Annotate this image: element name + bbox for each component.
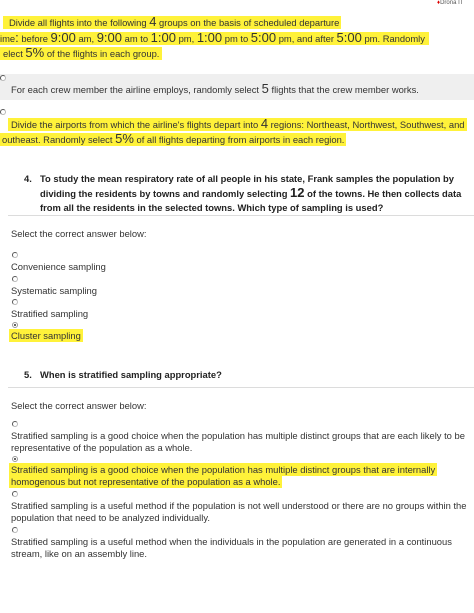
q4-option-2-label[interactable]: Systematic sampling bbox=[11, 285, 97, 296]
q4-option-1-radio[interactable] bbox=[12, 252, 18, 258]
q5-option-2-radio[interactable] bbox=[12, 456, 18, 462]
option-c-radio[interactable] bbox=[0, 109, 6, 115]
option-a-line3[interactable]: elect 5% of the flights in each group. bbox=[0, 46, 162, 59]
q5-option-3-radio[interactable] bbox=[12, 491, 18, 497]
q4-option-3-radio[interactable] bbox=[12, 299, 18, 305]
question-5-divider bbox=[8, 387, 474, 388]
option-c-line2[interactable]: outheast. Randomly select 5% of all flights departing from airports in each region. bbox=[2, 131, 345, 146]
question-5-title: 5. When is stratified sampling appropriate? bbox=[24, 369, 222, 380]
q5-option-1-label[interactable]: Stratified sampling is a good choice when the population has multiple distinct groups that are each likely to be representative of the population as a whole. bbox=[11, 430, 465, 453]
question-4-divider bbox=[8, 215, 474, 216]
q4-option-1-label[interactable]: Convenience sampling bbox=[11, 261, 106, 272]
option-c-line1[interactable]: Divide the airports from which the airline's flights depart into 4 regions: Northeast, Northwest, Southwest, and bbox=[8, 117, 467, 130]
question-5-prompt: Select the correct answer below: bbox=[11, 400, 147, 411]
q4-option-3-label[interactable]: Stratified sampling bbox=[11, 308, 89, 319]
watermark-icon: ♦ bbox=[437, 0, 441, 6]
watermark: ♦Drona IT bbox=[437, 0, 464, 6]
q4-option-2-radio[interactable] bbox=[12, 276, 18, 282]
q5-option-3-label[interactable]: Stratified sampling is a useful method if the population is not well understood or there are no groups within the population that need to be analyzed individually. bbox=[11, 500, 467, 523]
question-4-prompt: Select the correct answer below: bbox=[11, 228, 147, 239]
option-b-radio[interactable] bbox=[0, 75, 6, 81]
option-b-band[interactable] bbox=[0, 74, 474, 100]
q4-option-4-label[interactable]: Cluster sampling bbox=[11, 330, 81, 341]
q5-option-4-radio[interactable] bbox=[12, 527, 18, 533]
option-a-line2[interactable]: ime: before 9:00 am, 9:00 am to 1:00 pm, 1:00 pm to 5:00 pm, and after 5:00 pm. Randomly bbox=[0, 31, 429, 44]
option-b-text: For each crew member the airline employs, randomly select 5 flights that the crew member works. bbox=[11, 81, 419, 96]
q4-option-4-radio[interactable] bbox=[12, 322, 18, 328]
q5-option-1-radio[interactable] bbox=[12, 421, 18, 427]
q5-option-2-label[interactable]: Stratified sampling is a good choice when the population has multiple distinct groups that are internally homogenous but not representative of the population as a whole. bbox=[11, 464, 436, 487]
question-4-title: 4. To study the mean respiratory rate of all people in his state, Frank samples the population by dividing the residents by towns and randomly selecting 12 of the towns. He then collects data from all the residents in the selected towns. Which type of sampling is used? bbox=[24, 173, 462, 213]
option-a-line1[interactable]: Divide all flights into the following 4 groups on the basis of scheduled departure bbox=[3, 15, 341, 28]
q5-option-4-label[interactable]: Stratified sampling is a useful method when the individuals in the population are generated in a continuous stream, like on an assembly line. bbox=[11, 536, 452, 559]
